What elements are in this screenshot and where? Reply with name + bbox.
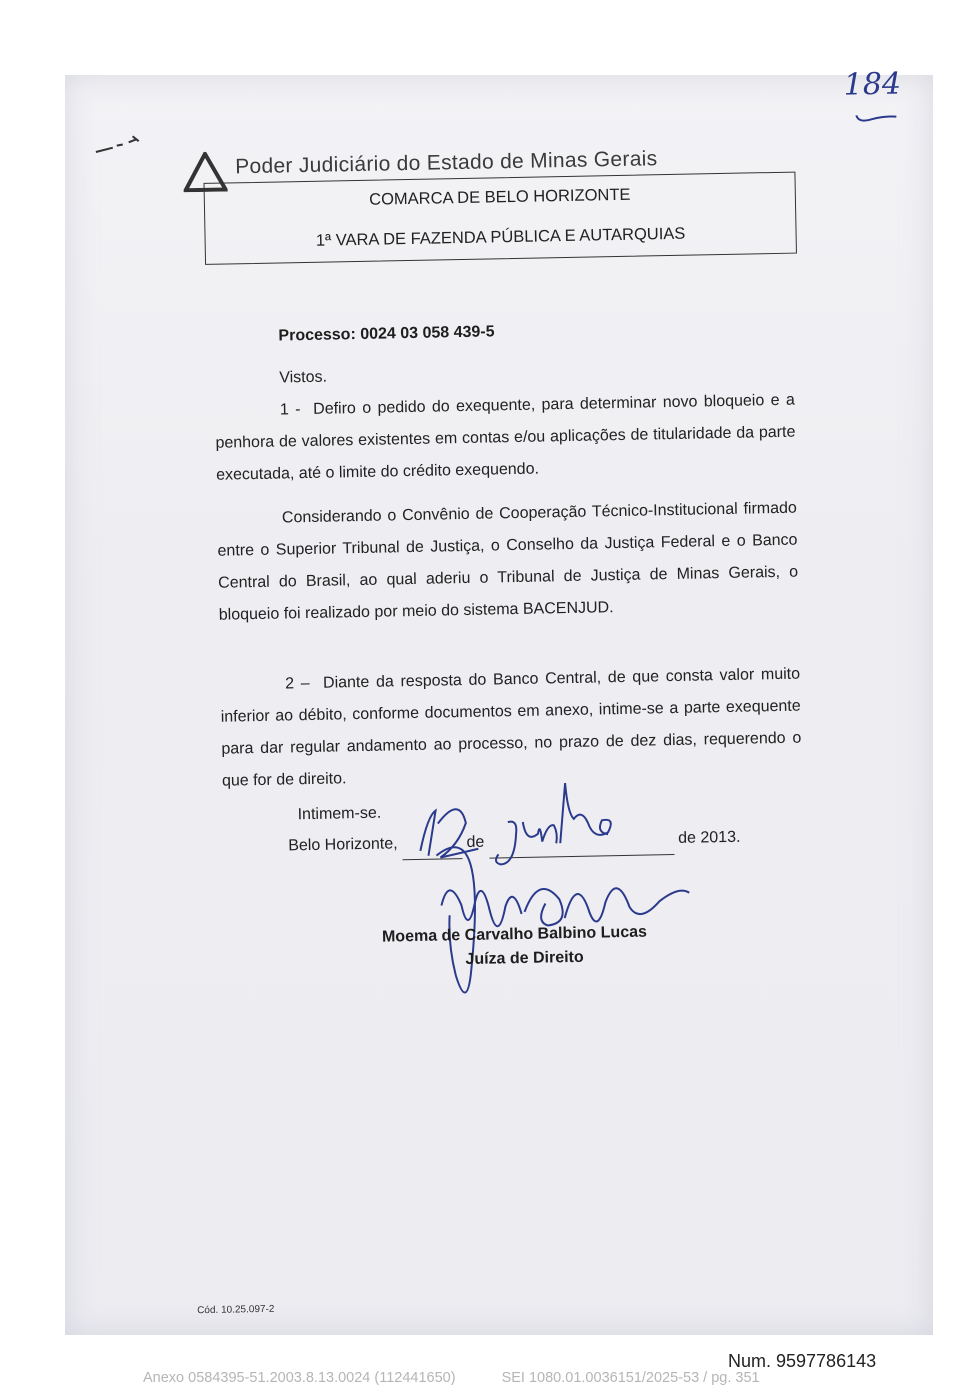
judge-title: Juíza de Direito: [465, 948, 584, 969]
document-number: Num. 9597786143: [728, 1351, 877, 1371]
date-de-label: de: [466, 833, 485, 852]
vara-label: 1ª VARA DE FAZENDA PÚBLICA E AUTARQUIAS: [315, 224, 686, 250]
year-label: de 2013.: [678, 828, 741, 847]
institution-title: Poder Judiciário do Estado de Minas Gerais: [234, 147, 658, 179]
paragraph-3-text: Diante da resposta do Banco Central, de que consta valor muito inferior ao débito, conforme documentos em anexo, intime-se a parte exequente para dar regular andamento ao processo, no prazo de dez dias, requerendo o que for de direito.: [220, 665, 802, 790]
sei-reference: SEI 1080.01.0036151/2025-53 / pg. 351: [501, 1370, 760, 1386]
place-label: Belo Horizonte,: [288, 835, 398, 855]
footer-metadata: [143, 1370, 802, 1386]
paragraph-1-text: Defiro o pedido do exequente, para determinar novo bloqueio e a penhora de valores existentes em contas e/ou aplicações de titularidade da parte executada, até o limite do crédito exequendo.: [215, 391, 796, 484]
judge-name: Moema de Carvalho Balbino Lucas: [381, 923, 648, 946]
paragraph-2-text: Considerando o Convênio de Cooperação Técnico-Institucional firmado entre o Superior Tribunal de Justiça, o Conselho da Justiça Federal e o Banco Central do Brasil, ao qual aderiu o Tribunal de Justiça de Minas Gerais, o bloqueio foi realizado por meio do sistema BACENJUD.: [217, 499, 799, 624]
paragraph-3-number: 2 –: [284, 674, 310, 693]
annex-reference: Anexo 0584395-51.2003.8.13.0024 (112441650): [143, 1370, 456, 1386]
scanned-document: [65, 66, 933, 1335]
folio-number: 184: [843, 66, 902, 103]
process-number: Processo: 0024 03 058 439-5: [278, 323, 495, 345]
form-code: Cód. 10.25.097-2: [197, 1303, 275, 1317]
comarca-label: COMARCA DE BELO HORIZONTE: [369, 185, 631, 209]
document-content: [54, 66, 946, 1342]
intimem-line: Intimem-se.: [297, 804, 382, 824]
vistos-line: Vistos.: [279, 368, 328, 387]
paragraph-1-number: 1 -: [279, 401, 301, 419]
